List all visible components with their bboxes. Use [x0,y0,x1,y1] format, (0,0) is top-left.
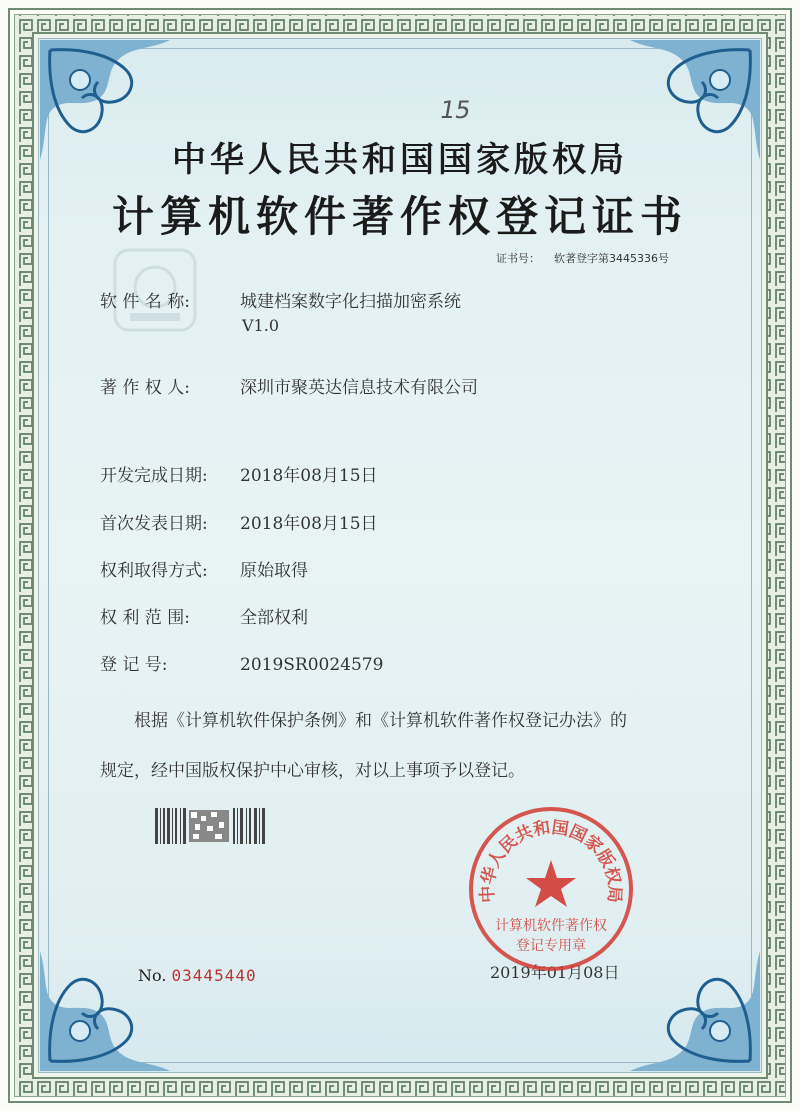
software-version: V1.0 [242,316,279,335]
field-label: 权 利 范 围: [100,608,190,628]
issue-date: 2019年01月08日 [490,963,620,982]
statement-paragraph [100,696,720,796]
serial-value: 03445440 [171,966,257,985]
handwritten-mark: 15 [437,96,474,124]
statement-line-2: 规定，经中国版权保护中心审核，对以上事项予以登记。 [100,761,525,781]
field-value: 2018年08月15日 [240,514,378,534]
field-completion-date [100,461,378,486]
star-icon [526,860,576,907]
agency-title: 中华人民共和国国家版权局 [172,140,628,180]
seal-line-1: 计算机软件著作权 [495,918,607,934]
statement-line-1: 根据《计算机软件保护条例》和《计算机软件著作权登记办法》的 [134,711,627,731]
official-seal [466,804,636,974]
field-label: 首次发表日期: [100,514,208,534]
field-acquisition-method [100,556,308,581]
field-rights-scope [100,603,308,628]
certificate-serial [138,966,257,985]
field-value: 2018年08月15日 [240,466,378,486]
field-value: 2019SR0024579 [240,655,384,675]
field-label: 开发完成日期: [100,466,208,486]
field-copyright-owner [100,373,478,398]
field-label: 软 件 名 称: [100,292,190,312]
field-publication-date [100,509,378,534]
field-value: 原始取得 [240,561,308,581]
field-label: 著 作 权 人: [100,378,190,398]
svg-text:中华人民共和国国家版权局: 中华人民共和国国家版权局 [477,817,625,904]
certificate-title: 计算机软件著作权登记证书 [111,192,688,241]
field-label: 登 记 号: [100,655,168,675]
corner-ornament-bottom-right [630,951,760,1071]
serial-label: No. [138,966,167,985]
field-value: 深圳市聚英达信息技术有限公司 [240,378,478,398]
barcode [155,808,267,844]
certificate-number [496,250,669,266]
certificate-number-label: 证书号： [496,252,540,265]
field-software-name [100,287,461,312]
field-registration-number [100,650,383,675]
certificate-number-value: 软著登字第3445336号 [554,252,669,265]
field-value: 城建档案数字化扫描加密系统 [240,292,461,312]
field-value: 全部权利 [240,608,308,628]
seal-line-2: 登记专用章 [516,938,586,954]
field-label: 权利取得方式: [100,561,208,581]
